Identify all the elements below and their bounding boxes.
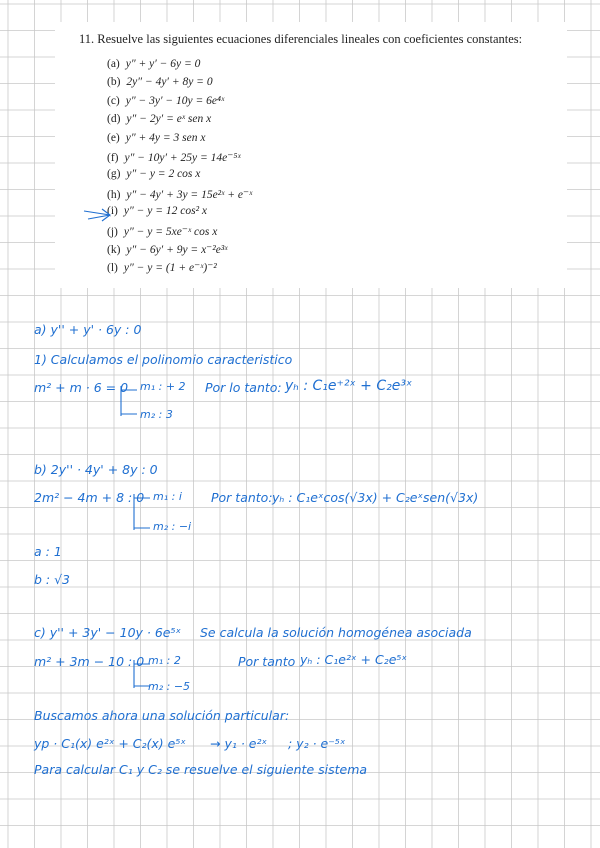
note-a-solution: yₕ : C₁e⁺²ˣ + C₂e³ˣ [285,378,413,394]
exercise-item [107,242,228,256]
exercise-label: (c) [107,94,120,107]
note-c-y1: → y₁ · e²ˣ [210,736,268,751]
exercise-label: (h) [107,188,121,201]
exercise-header: 11. Resuelve las siguientes ecuaciones diferenciales lineales con coeficientes constantes: [79,32,523,46]
note-b-root1: m₁ : i [153,490,182,503]
exercise-item [107,224,217,238]
exercise-label: (l) [107,262,118,275]
note-c-particular: Buscamos ahora una solución particular: [34,708,290,723]
note-b-solution: yₕ : C₁eˣcos(√3x) + C₂eˣsen(√3x) [272,490,479,505]
exercise-label: (j) [107,225,118,238]
note-b-root2: m₂ : −i [153,520,192,533]
note-a-root2: m₂ : 3 [140,408,173,421]
note-a-title: a) y'' + y' · 6y : 0 [34,322,142,337]
note-c-sol-lead: Por tanto [238,654,296,669]
note-a-step: 1) Calculamos el polinomio caracteristico [34,352,293,367]
branch-bracket-icon [115,384,145,420]
exercise-item [107,76,213,88]
exercise-label: (f) [107,152,119,164]
exercise-item [107,58,200,70]
exercise-equation: 2y″ − 4y′ + 8y = 0 [126,76,213,89]
exercise-label: (i) [107,205,118,218]
exercise-equation: y″ − 2y′ = eˣ sen x [126,113,212,126]
exercise-item [107,95,224,107]
printed-exercise-sheet [55,22,567,288]
exercise-item [107,205,207,217]
exercise-label: (a) [107,58,120,70]
exercise-equation: y″ + 4y = 3 sen x [125,131,206,144]
exercise-equation: y″ − 3y′ − 10y = 6e⁴ˣ [125,94,225,107]
branch-bracket-icon [128,492,158,534]
note-c-title: c) y'' + 3y' − 10y · 6e⁵ˣ [34,625,182,640]
exercise-item [107,260,217,274]
pointer-arrow-icon [80,205,120,225]
note-c-poly: m² + 3m − 10 : 0 [34,654,145,669]
note-c-root2: m₂ : −5 [148,680,191,693]
exercise-label: (d) [107,113,121,126]
exercise-equation: y″ − 4y′ + 3y = 15e²ˣ + e⁻ˣ [126,188,253,201]
note-c-root1: m₁ : 2 [148,654,181,667]
exercise-label: (e) [107,131,120,144]
exercise-label: (b) [107,76,121,89]
exercise-label: (k) [107,244,121,256]
note-c-yp: yp · C₁(x) e²ˣ + C₂(x) e⁵ˣ [34,736,186,751]
exercise-equation: y″ − y = (1 + e⁻ˣ)⁻² [123,262,217,275]
note-a-sol-lead: Por lo tanto: [205,380,282,395]
note-b-title: b) 2y'' · 4y' + 8y : 0 [34,462,158,477]
note-c-solution: yₕ : C₁e²ˣ + C₂e⁵ˣ [300,652,407,667]
note-b-a-value: a : 1 [34,544,62,559]
branch-bracket-icon [128,658,158,692]
exercise-item [107,187,252,201]
exercise-equation: y″ − y = 2 cos x [126,168,201,181]
exercise-equation: y″ − y = 12 cos² x [123,205,208,218]
note-b-b-value: b : √3 [34,572,71,587]
exercise-item [107,132,205,144]
exercise-item [107,150,241,164]
exercise-equation: y″ − 6y′ + 9y = x⁻²e³ˣ [126,244,228,256]
note-c-y2: ; y₂ · e⁻⁵ˣ [288,736,346,751]
note-a-poly: m² + m · 6 = 0 [34,380,129,395]
exercise-equation: y″ − y = 5xe⁻ˣ cos x [123,225,218,238]
exercise-item [107,113,211,125]
note-c-calc: Para calcular C₁ y C₂ se resuelve el siguiente sistema [34,762,368,777]
exercise-item [107,168,200,180]
exercise-equation: y″ − 10y′ + 25y = 14e⁻⁵ˣ [124,152,241,164]
exercise-label: (g) [107,168,121,181]
exercise-equation: y″ + y′ − 6y = 0 [125,58,201,70]
note-b-poly: 2m² − 4m + 8 : 0 [34,490,145,505]
note-c-homogeneous: Se calcula la solución homogénea asociada [200,625,472,640]
note-b-sol-lead: Por tanto: [211,490,273,505]
note-a-root1: m₁ : + 2 [140,380,186,393]
